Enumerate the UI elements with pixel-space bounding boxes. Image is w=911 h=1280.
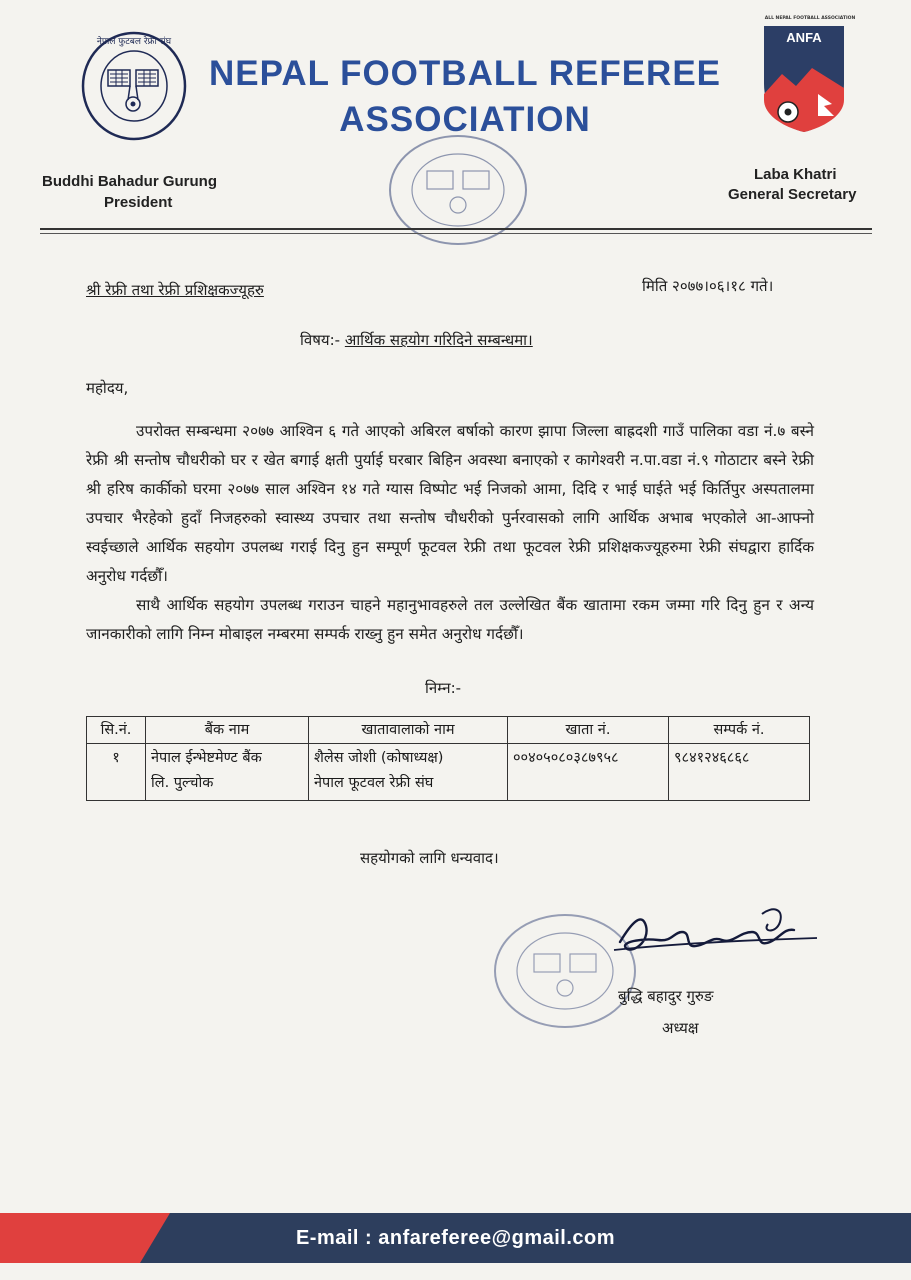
- cell-bank: [146, 744, 309, 801]
- signatory-name: बुद्धि बहादुर गुरुङ: [618, 987, 714, 1005]
- bank-details-table: [86, 716, 810, 801]
- association-title-line1: NEPAL FOOTBALL REFEREE: [208, 54, 722, 93]
- body-paragraph-1: उपरोक्त सम्बन्धमा २०७७ आश्विन ६ गते आएको अबिरल बर्षाको कारण झापा जिल्ला बाह्रदशी गाउँ पालिका वडा नं.७ बस्ने रेफ्री श्री सन्तोष चौधरीको घर र खेत बगाई क्षती पुर्याई घरबार बिहिन अवस्था बनाएको र कागेश्वरी न.पा.वडा नं.९ गोठाटार बस्ने रेफ्री श्री हरिष कार्कीको घरमा २०७७ साल अश्विन १४ गते ग्यास विष्पोट भई निजको आमा, दिदि र भाई घाईते भई किर्तिपुर अस्पतालमा उपचार भैरहेको हुदाँ निजहरुको स्वास्थ्य उपचार तथा सन्तोष चौधरीको पुर्नरवासको लागि आर्थिक अभाब भएकोले आ-आफ्नो स्वईच्छाले आर्थिक सहयोग उपलब्ध गराई दिनु हुन सम्पूर्ण फूटवल रेफ्री तथा फूटवल रेफ्री प्रशिक्षकज्यूहरुमा रेफ्री संघद्वारा हार्दिक अनुरोध गर्दछौँ।: [86, 422, 814, 585]
- body-paragraph-2: साथै आर्थिक सहयोग उपलब्ध गराउन चाहने महानुभावहरुले तल उल्लेखित बैंक खातामा रकम जम्मा गरि दिनु हुन र अन्य जानकारीको लागि निम्न मोबाइल नम्बरमा सम्पर्क राख्नु हुन समेत अनुरोध गर्दछौँ।: [86, 596, 814, 643]
- letter-date: मिति २०७७।०६।१८ गते।: [642, 277, 774, 295]
- signatory-title: अध्यक्ष: [662, 1019, 699, 1037]
- holder-line1: शैलेस जोशी (कोषाध्यक्ष): [314, 750, 444, 766]
- letter-body: [86, 417, 814, 649]
- header-divider-thin: [40, 233, 872, 234]
- col-header-bank: बैंक नाम: [146, 717, 309, 744]
- addressee: श्री रेफ्री तथा रेफ्री प्रशिक्षकज्यूहरु: [86, 281, 264, 299]
- cell-sn: १: [87, 744, 146, 801]
- bank-name-line2: लि. पुल्चोक: [151, 775, 214, 791]
- handwritten-signature: [612, 902, 822, 982]
- holder-line2: नेपाल फूटवल रेफ्री संघ: [314, 775, 434, 791]
- nfra-logo-text: नेपाल फुटबल रेफ्री संघ: [96, 37, 172, 47]
- footer-email: E-mail : anfareferee@gmail.com: [295, 1227, 616, 1249]
- anfa-short: ANFA: [786, 30, 822, 45]
- thanks-line: सहयोगको लागि धन्यवाद।: [360, 849, 499, 867]
- subject-text: आर्थिक सहयोग गरिदिने सम्बन्धमा।: [344, 331, 533, 349]
- subject-label: विषय:-: [300, 331, 341, 349]
- header-divider: [40, 228, 872, 230]
- president-title: President: [104, 194, 173, 211]
- col-header-holder: खातावालाको नाम: [309, 717, 508, 744]
- cell-account: ००४०५०८०३८७९५८: [508, 744, 669, 801]
- association-title-line2: ASSOCIATION: [339, 100, 591, 139]
- footer-band: [0, 1213, 911, 1263]
- table-row: [87, 744, 810, 801]
- salutation: महोदय,: [86, 379, 129, 397]
- col-header-account: खाता नं.: [508, 717, 669, 744]
- cell-contact: ९८४१२४६८६८: [669, 744, 810, 801]
- general-secretary-title: General Secretary: [728, 186, 857, 203]
- col-header-sn: सि.नं.: [87, 717, 146, 744]
- list-heading: निम्न:-: [425, 679, 462, 697]
- cell-holder: [309, 744, 508, 801]
- bank-name-line1: नेपाल ईन्भेष्टमेण्ट बैंक: [151, 750, 262, 766]
- subject-line: [300, 330, 533, 350]
- col-header-contact: सम्पर्क नं.: [669, 717, 810, 744]
- anfa-caption: ALL NEPAL FOOTBALL ASSOCIATION: [764, 16, 856, 21]
- president-name: Buddhi Bahadur Gurung: [42, 173, 217, 190]
- table-header-row: [87, 717, 810, 744]
- general-secretary-name: Laba Khatri: [754, 166, 837, 183]
